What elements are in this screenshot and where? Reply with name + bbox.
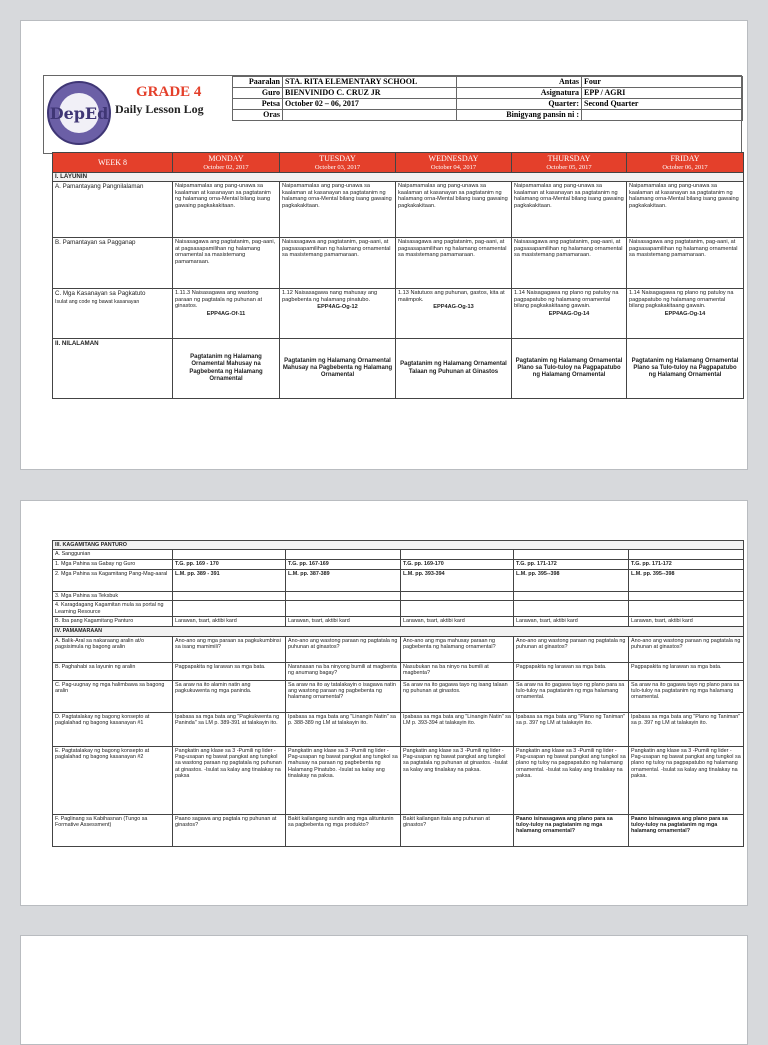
row-pagtatalakay-2 xyxy=(53,746,744,814)
week-header-row xyxy=(53,153,744,173)
cell: 1.13 Natutuos ang puhunan, gastos, kita at maiimpok. EPP4AG-Og-13 xyxy=(396,289,512,339)
row-label: A. Balik-Aral sa nakaraang aralin at/o pagsisimula ng bagong aralin xyxy=(53,636,173,662)
row-pag-uugnay xyxy=(53,680,744,712)
cell: 1.14 Naisagagawa ng plano ng patuloy na pagpapatubo ng halamang ornamental bilang pagkakakitaang gawain. EPP4AG-Og-14 xyxy=(512,289,627,339)
cell: 1.12 Naisasagawa nang mahusay ang pagbebenta ng halamang pinatubo. EPP4AG-Og-12 xyxy=(280,289,396,339)
cell: T.G. pp. 169 - 170 xyxy=(173,559,286,569)
cell: Ano-ano ang wastong paraan ng pagtatala ng puhunan at ginastos? xyxy=(629,636,744,662)
cell: Sa araw na ito gagawa tayo ng isang talaan ng puhunan at ginastos. xyxy=(401,680,514,712)
day-header-monday: MONDAY October 02, 2017 xyxy=(173,153,280,173)
cell: Pagtatanim ng Halamang Ornamental Talaan ng Puhunan at Ginastos xyxy=(396,339,512,399)
cell: Naisasagawa ang pagtatanim, pag-aani, at pagsasapamilihan ng halamang ornamental sa masistemang pamamaraan. xyxy=(173,238,280,289)
week-label: WEEK 8 xyxy=(53,153,173,173)
time-label: Oras xyxy=(233,110,283,121)
cell: Sa araw na ito ay tatalakayin o isagawa natin ang wastong paraan ng pagbebenta ng halamang ornamental? xyxy=(286,680,401,712)
date-label: Petsa xyxy=(233,99,283,110)
row-paghahabi-sa-layunin xyxy=(53,662,744,680)
row-balik-aral xyxy=(53,636,744,662)
competency-code: EPP4AG-Og-14 xyxy=(664,310,706,317)
row-kagamitang-pang-mag-aaral xyxy=(53,569,744,591)
cell: Larawan, tsart, aktibi kard xyxy=(401,617,514,627)
cell: Sa araw na ito gagawa tayo ng plano para sa tulo-tuloy na pagtatanim ng mga halamang ornamental. xyxy=(514,680,629,712)
row-label: F. Paglinang sa Kabihasnan (Tungo sa Formative Assessment) xyxy=(53,814,173,846)
cell: Ipabasa sa mga bata ang "Plano ng Taniman" sa p. 397 ng LM at talakayin ito. xyxy=(514,712,629,746)
date-value: October 02 – 06, 2017 xyxy=(283,99,457,110)
cell: Ipabasa sa mga bata ang "Linangin Natin" sa p. 388-389 ng LM at talakayin ito. xyxy=(286,712,401,746)
row-nilalaman xyxy=(53,339,744,399)
cell: Ipabasa sa mga bata ang "Linangin Natin" sa LM p. 393-394 at talakayin ito. xyxy=(401,712,514,746)
time-value xyxy=(283,110,457,121)
row-karagdagang-kagamitan xyxy=(53,601,744,617)
cell: Sa araw na ito gagawa tayo ng plano para sa tulo-tuloy na pagtatanim ng mga halamang ornamental. xyxy=(629,680,744,712)
day-header-wednesday: WEDNESDAY October 04, 2017 xyxy=(396,153,512,173)
competency-code: EPP4AG-Og-14 xyxy=(548,310,590,317)
row-sanggunian xyxy=(53,550,744,559)
cell: L.M. pp. 393-394 xyxy=(401,569,514,591)
teacher-value: BIENVINIDO C. CRUZ JR xyxy=(283,88,457,99)
cell: L.M. pp. 387-389 xyxy=(286,569,401,591)
cell: Pangkatin ang klase sa 3 -Pumili ng lider -Pag-usapan ng bawat pangkat ang tungkol sa plano ng tuloy na pagpapatubo ng halamang ornamental. -Isulat sa kalay ang tinalakay na paksa. xyxy=(629,746,744,814)
lesson-log-page-3-partial xyxy=(20,935,748,1045)
cell: Bakit kailangang sundin ang mga alituntunin sa pagbebenta ng mga produkto? xyxy=(286,814,401,846)
deped-seal-logo xyxy=(47,81,111,145)
row-pamantayang-pangnilalaman xyxy=(53,182,744,238)
cell: L.M. pp. 395--398 xyxy=(514,569,629,591)
cell: 1.11.3 Naisasagawa ang wastong paraan ng pagtatala ng puhunan at ginastos. EPP4AG-Of-11 xyxy=(173,289,280,339)
row-label: A. Sanggunian xyxy=(53,550,173,559)
cell: Ipabasa sa mga bata ang "Pagkukwenta ng Paninda" sa LM p. 389-391 at talakayin ito. xyxy=(173,712,286,746)
teacher-label: Guro xyxy=(233,88,283,99)
cell: T.G. pp. 169-170 xyxy=(401,559,514,569)
cell: Ano-ano ang mga mahusay paraan ng pagbebenta ng halamang ornamental? xyxy=(401,636,514,662)
row-label: B. Pamantayan sa Pagganap xyxy=(53,238,173,289)
seal-center: DepEd xyxy=(59,93,99,133)
day-header-tuesday: TUESDAY October 03, 2017 xyxy=(280,153,396,173)
row-label: D. Pagtatalakay ng bagong konsepto at paglalahad ng bagong kasanayan #1 xyxy=(53,712,173,746)
subject-label: Asignatura xyxy=(457,88,582,99)
cell: Paano isinasagawa ang plano para sa tuloy-tuloy na pagtatanim ng mga halamang ornamental? xyxy=(514,814,629,846)
row-kasanayan-sa-pagkatuto xyxy=(53,289,744,339)
cell: Naranasan na ba ninyong bumili at magbenta ng anumang bagay? xyxy=(286,662,401,680)
checked-by-label: Binigyang pansin ni : xyxy=(457,110,582,121)
cell: Naisasagawa ang pagtatanim, pag-aani, at pagsasapamilihan ng halamang ornamental sa masistemang pamamaraan. xyxy=(280,238,396,289)
section-pamamaraan: IV. PAMAMARAAN xyxy=(53,627,744,636)
row-label: 2. Mga Pahina sa Kagamitang Pang-Mag-aaral xyxy=(53,569,173,591)
row-label: B. Paghahabi sa layunin ng aralin xyxy=(53,662,173,680)
day-header-thursday: THURSDAY October 05, 2017 xyxy=(512,153,627,173)
cell: Larawan, tsart, aktibi kard xyxy=(286,617,401,627)
cell: Ipabasa sa mga bata ang "Plano ng Taniman" sa p. 397 ng LM at talakayin ito. xyxy=(629,712,744,746)
row-paglinang-sa-kabihasnan xyxy=(53,814,744,846)
competency-code: EPP4AG-Of-11 xyxy=(206,310,246,317)
school-label: Paaralan xyxy=(233,77,283,88)
row-label: C. Mga Kasanayan sa Pagkatuto Isulat ang code ng bawat kasanayan xyxy=(53,289,173,339)
cell: T.G. pp. 171-172 xyxy=(629,559,744,569)
cell: Pangkatin ang klase sa 3 -Pumili ng lider -Pag-usapan ng bawat pangkat ang tungkol sa plano ng tuloy na pagpapatubo ng halamang ornamental. -Isulat sa kalay ang tinalakay na paksa. xyxy=(514,746,629,814)
cell: Larawan, tsart, aktibi kard xyxy=(514,617,629,627)
section-kagamitang-panturo: III. KAGAMITANG PANTURO xyxy=(53,541,744,550)
cell: Nasubukan na ba ninyo na bumili at magbenta? xyxy=(401,662,514,680)
row-label: 3. Mga Pahina sa Teksbuk xyxy=(53,591,173,600)
cell: Pagtatanim ng Halamang Ornamental Plano sa Tulo-tuloy na Pagpapatubo ng Halamang Ornamental xyxy=(627,339,744,399)
subject-value: EPP / AGRI xyxy=(582,88,743,99)
cell: Naisasagawa ang pagtatanim, pag-aani, at pagsasapamilihan ng halamang ornamental sa masistemang pamamaraan. xyxy=(396,238,512,289)
cell: Pangkatin ang klase sa 3 -Pumili ng lider -Pag-usapan ng bawat pangkat ang tungkol sa wastong paraan ng pagtatala ng puhunan at ginastos. -Isulat sa kalay ang tinalakay na paksa xyxy=(173,746,286,814)
cell: T.G. pp. 171-172 xyxy=(514,559,629,569)
header-box xyxy=(43,75,742,154)
cell: Pangkatin ang klase sa 3 -Pumili ng lider -Pag-usapan ng bawat pangkat ang tungkol sa pagtatala ng puhunan at ginastos. -Isulat sa kalay ang tinalakay na paksa. xyxy=(401,746,514,814)
cell: Naipamamalas ang pang-unawa sa kaalaman at kasanayan sa pagtatanim ng halamang orna-Mental bilang isang gawaing pagkakakitaan. xyxy=(280,182,396,238)
row-label: 1. Mga Pahina sa Gabay ng Guro xyxy=(53,559,173,569)
cell: Pagpapakita ng larawan sa mga bata. xyxy=(173,662,286,680)
cell: Pagtatanim ng Halamang Ornamental Plano sa Tulo-tuloy na Pagpapatubo ng Halamang Ornamental xyxy=(512,339,627,399)
grade-level-label: Antas xyxy=(457,77,582,88)
week-lesson-table xyxy=(52,152,744,399)
cell: Bakit kailangan itala ang puhunan at ginastos? xyxy=(401,814,514,846)
cell: Ano-ano ang wastong paraan ng pagtatala ng puhunan at ginastos? xyxy=(514,636,629,662)
cell: L.M. pp. 389 - 391 xyxy=(173,569,286,591)
cell: Larawan, tsart, aktibi kard xyxy=(173,617,286,627)
cell: Pagpapakita ng larawan sa mga bata. xyxy=(629,662,744,680)
cell: Naisasagawa ang pagtatanim, pag-aani, at pagsasapamilihan ng halamang ornamental sa masistemang pamamaraan. xyxy=(627,238,744,289)
row-label: C. Pag-uugnay ng mga halimbawa sa bagong aralin xyxy=(53,680,173,712)
row-label: A. Pamantayang Pangnilalaman xyxy=(53,182,173,238)
cell: Pangkatin ang klase sa 3 -Pumili ng lider -Pag-usapan ng bawat pangkat ang tungkol sa mahusay na paraan ng pagbebenta ng Halamang Pinatubo. -Isulat sa kalay ang tinalakay na paksa. xyxy=(286,746,401,814)
cell: Paano sagawa ang pagtala ng puhunan at ginastos? xyxy=(173,814,286,846)
quarter-value: Second Quarter xyxy=(582,99,743,110)
row-label: E. Pagtatalakay ng bagong konsepto at paglalahad ng bagong kasanayan #2 xyxy=(53,746,173,814)
cell: Ano-ano ang wastong paraan ng pagtatala ng puhunan at ginastos? xyxy=(286,636,401,662)
quarter-label: Quarter: xyxy=(457,99,582,110)
row-label: II. NILALAMAN xyxy=(53,339,173,399)
cell: Pagtatanim ng Halamang Ornamental Mahusay na Pagbebenta ng Halamang Ornamental xyxy=(173,339,280,399)
row-teksbuk xyxy=(53,591,744,600)
daily-lesson-log-title: Daily Lesson Log xyxy=(115,102,204,116)
day-header-friday: FRIDAY October 06, 2017 xyxy=(627,153,744,173)
cell: Ano-ano ang mga paraan sa pagkukumbinsi sa isang mamimili? xyxy=(173,636,286,662)
competency-code: EPP4AG-Og-13 xyxy=(433,304,474,311)
row-iba-pang-kagamitan xyxy=(53,617,744,627)
cell: Naipamamalas ang pang-unawa sa kaalaman at kasanayan sa pagtatanim ng halamang orna-Mental bilang isang gawaing pagkakakitaan. xyxy=(627,182,744,238)
cell: L.M. pp. 395--398 xyxy=(629,569,744,591)
row-label: 4. Karagdagang Kagamitan mula sa portal ng Learning Resource xyxy=(53,601,173,617)
checked-by-value xyxy=(582,110,743,121)
row-pamantayan-sa-pagganap xyxy=(53,238,744,289)
grade-level-value: Four xyxy=(582,77,743,88)
cell: Pagpapakita ng larawan sa mga bata. xyxy=(514,662,629,680)
grade-title: GRADE 4 xyxy=(136,84,202,100)
cell: Sa araw na ito alamin natin ang pagkukuwenta ng mga paninda. xyxy=(173,680,286,712)
cell: Naipamamalas ang pang-unawa sa kaalaman at kasanayan sa pagtatanim ng halamang orna-Mental bilang isang gawaing pagkakakitaan. xyxy=(512,182,627,238)
row-pagtatalakay-1 xyxy=(53,712,744,746)
row-label: B. Iba pang Kagamitang Panturo xyxy=(53,617,173,627)
row-gabay-ng-guro xyxy=(53,559,744,569)
cell: 1.14 Naisagagawa ng plano ng patuloy na pagpapatubo ng halamang ornamental bilang pagkakakitaang gawain. EPP4AG-Og-14 xyxy=(627,289,744,339)
section-layunin: I. LAYUNIN xyxy=(53,172,744,182)
cell: T.G. pp. 167-169 xyxy=(286,559,401,569)
header-info-grid xyxy=(232,76,743,121)
cell: Naipamamalas ang pang-unawa sa kaalaman at kasanayan sa pagtatanim ng halamang orna-Mental bilang isang gawaing pagkakakitaan. xyxy=(396,182,512,238)
cell: Naipamamalas ang pang-unawa sa kaalaman at kasanayan sa pagtatanim ng halamang orna-Mental bilang isang gawaing pagkakakitaan. xyxy=(173,182,280,238)
cell: Paano isinasagawa ang plano para sa tuloy-tuloy na pagtatanim ng mga halamang ornamental? xyxy=(629,814,744,846)
competency-code: EPP4AG-Og-12 xyxy=(317,304,358,311)
school-value: STA. RITA ELEMENTARY SCHOOL xyxy=(283,77,457,88)
cell: Naisasagawa ang pagtatanim, pag-aani, at pagsasapamilihan ng halamang ornamental sa masistemang pamamaraan. xyxy=(512,238,627,289)
materials-procedure-table xyxy=(52,540,744,847)
cell: Larawan, tsart, aktibi kard xyxy=(629,617,744,627)
cell: Pagtatanim ng Halamang Ornamental Mahusay na Pagbebenta ng Halamang Ornamental xyxy=(280,339,396,399)
